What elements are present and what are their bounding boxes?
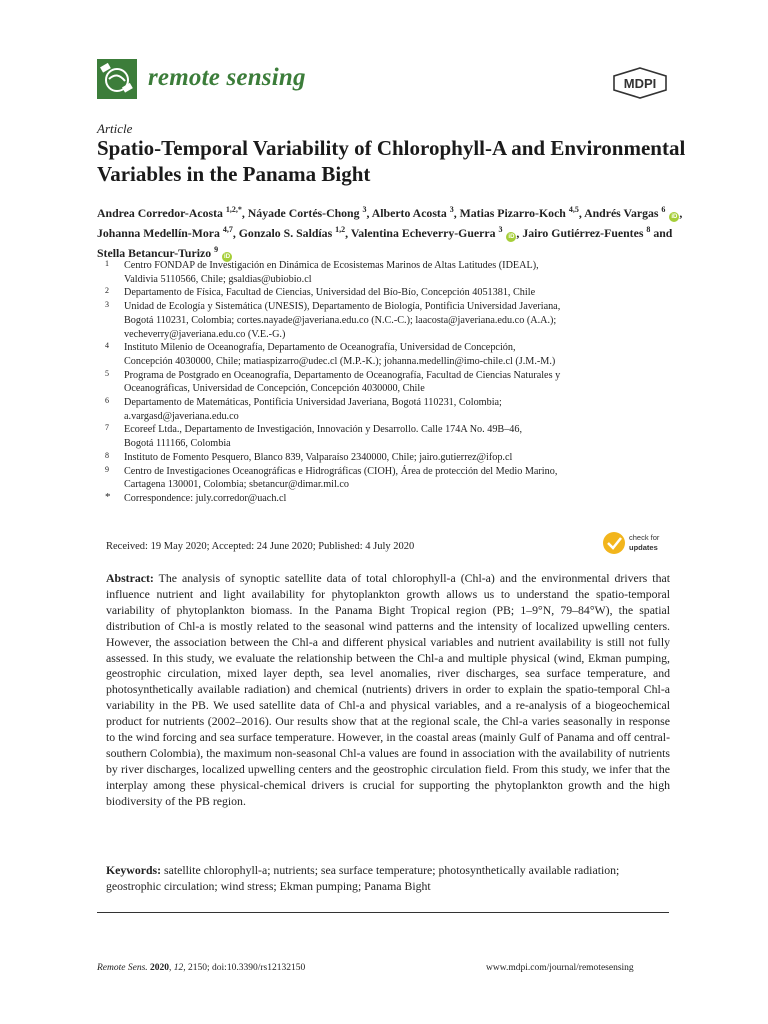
satellite-logo-icon	[97, 59, 137, 99]
article-title: Spatio-Temporal Variability of Chlorophyll-A and Environmental Variables in the Panama Bight	[97, 136, 686, 186]
footer-year: 2020	[150, 963, 170, 973]
article-type: Article	[97, 121, 133, 136]
author: Johanna Medellín-Mora $^{4,7}$	[97, 224, 233, 240]
author: Matias Pizarro-Koch $^{4,5}$	[459, 205, 579, 220]
divider	[97, 912, 669, 913]
affiliation-item: * Correspondence: july.corredor@uach.cl	[105, 490, 287, 504]
affiliation-item: 3 Unidad de Ecología y Sistemática (UNESIS), Departamento de Biología, Pontificia Universidad Javeriana, Bogotá 110231, Colombia; cortes.nayade@javeriana.edu.co (N.C.-C.); laacosta@javeriana.edu.co (A.A.); vecheverry@javeriana.edu.co (V.E.-G.)	[105, 300, 561, 340]
affiliation-item: 7 Ecoreef Ltda., Departamento de Investigación, Innovación y Desarrollo. Calle 174A No. 49B–46, Bogotá 111166, Colombia	[105, 423, 523, 450]
affiliation-item: 1 Centro FONDAP de Investigación en Dinámica de Ecosistemas Marinos de Altas Latitudes (IDEAL), Valdivia 5110566, Chile; gsaldias@ubiobio.cl	[105, 259, 539, 285]
footer-volume: 12	[173, 963, 184, 973]
author: Stella Betancur-Turizo $^9$ iD	[97, 244, 231, 260]
footer-doi: , 2150; doi:10.3390/rs12132150	[183, 963, 306, 973]
author: Náyade Cortés-Chong $^3$	[247, 205, 367, 220]
journal-name: remote sensing	[148, 64, 306, 91]
keywords	[106, 862, 670, 894]
check-updates-line2: updates	[629, 543, 658, 552]
orcid-icon[interactable]: iD	[508, 233, 515, 240]
citation-footer: Remote Sens. 2020, 12, 2150; doi:10.3390/rs12132150	[97, 963, 306, 973]
affiliation-item: 8 Instituto de Fomento Pesquero, Blanco 839, Valparaíso 2340000, Chile; jairo.gutierrez@ifop.cl	[105, 450, 513, 463]
author: Gonzalo S. Saldías $^{1,2}$	[238, 224, 346, 240]
abstract	[106, 571, 670, 810]
footer-journal: Remote Sens.	[97, 963, 148, 973]
check-updates-icon	[603, 532, 625, 554]
author: Alberto Acosta $^3$	[371, 205, 454, 220]
affiliation-item: 5 Programa de Postgrado en Oceanografía, Departamento de Oceanografía, Facultad de Ciencias Naturales y Oceanográficas, Universidad de Concepción, Concepción 4030000, Chile	[105, 368, 561, 395]
publisher-logo	[611, 67, 669, 99]
affiliation-item: 2 Departamento de Física, Facultad de Ciencias, Universidad del Bío-Bío, Concepción 4051381, Chile	[105, 286, 536, 299]
author: Andrés Vargas $^6$ iD	[584, 205, 678, 220]
publisher-name: MDPI	[623, 76, 657, 91]
keywords-text: satellite chlorophyll-a; nutrients; sea surface temperature; photosynthetically available radiation; geostrophic circulation; wind stress; Ekman pumping; Panama Bight	[106, 863, 620, 893]
affiliation-list	[97, 259, 677, 506]
journal-url[interactable]: www.mdpi.com/journal/remotesensing	[486, 963, 634, 973]
keywords-label: Keywords:	[106, 863, 162, 877]
publication-dates: Received: 19 May 2020; Accepted: 24 June 2020; Published: 4 July 2020	[106, 541, 415, 552]
author: Jairo Gutiérrez-Fuentes $^8$	[522, 224, 651, 240]
affiliation-item: 4 Instituto Milenio de Oceanografía, Departamento de Oceanografía, Universidad de Concepción, Concepción 4030000, Chile; matiaspizarro@udec.cl (M.P.-K.); johanna.medellin@imo-chile.cl (J.M.-M.)	[105, 341, 556, 367]
author: Valentina Echeverry-Guerra $^3$ iD	[350, 224, 515, 240]
author: Andrea Corredor-Acosta $^{1,2,*}$	[97, 205, 242, 220]
affiliation-item: 9 Centro de Investigaciones Oceanográficas e Hidrográficas (CIOH), Área de protección del Medio Marino, Cartagena 130001, Colombia; sbetancur@dimar.mil.co	[105, 464, 558, 491]
journal-logo	[97, 59, 137, 99]
author-list: Andrea Corredor-Acosta $^{1,2,*}$, Náyade Cortés-Chong $^3$, Alberto Acosta $^3$, Matias Pizarro-Koch $^{4,5}$, Andrés Vargas $^6$ iD , Johanna Medellín-Mora $^{4,7}$, Gonzalo S. Saldías $^{1,2}$, Valentina Echeverry-Guerra $^3$ iD , Jairo Gutiérrez-Fuentes $^8$ and Stella Betancur-Turizo $^9$ iD	[97, 205, 683, 260]
check-updates-line1: check for	[629, 533, 660, 542]
orcid-icon[interactable]: iD	[224, 253, 231, 260]
abstract-label: Abstract:	[106, 571, 154, 585]
check-for-updates-badge[interactable]	[602, 529, 672, 559]
orcid-icon[interactable]: iD	[671, 213, 678, 220]
affiliation-item: 6 Departamento de Matemáticas, Pontificia Universidad Javeriana, Bogotá 110231, Colombia; a.vargasd@javeriana.edu.co	[105, 396, 502, 422]
abstract-text: The analysis of synoptic satellite data of total chlorophyll-a (Chl-a) and the environmental drivers that influence nutrient and light availability for phytoplankton growth allows us to understand the spatio-temporal variability of phytoplankton biomass. In the Panama Bight Tropical region (PB; 1–9°N, 79–84°W), the spatial distribution of Chl-a is mostly related to the seasonal wind patterns and the intensity of localized upwelling centers. However, the association between the Chl-a and different physical variables and nutrient availability is still not fully assessed. In this study, we evaluate the relationship between the Chl-a and multiple physical (wind, Ekman pumping, geostrophic circulation, mixed layer depth, sea level anomalies, river discharges, sea surface temperature, and photosynthetically available radiation) and chemical (nutrients) drivers in order to explain the spatio-temporal Chl-a variability in the PB. We used satellite data of Chl-a and physical variables, and a re-analysis of a biogeochemical product for nutrients (2002–2016). Our results show that at the regional scale, the Chl-a varies seasonally in response to the wind forcing and sea surface temperature. However, in the coastal areas (mainly Gulf of Panama and off central-southern Colombia), the maximum non-seasonal Chl-a values are found in association with the availability of nutrients by river discharges, localized upwelling centers and the geostrophic circulation field. From this study, we infer that the interplay among these physical-chemical drivers is crucial for supporting the phytoplankton growth and the high biodiversity of the PB region.	[106, 571, 670, 808]
